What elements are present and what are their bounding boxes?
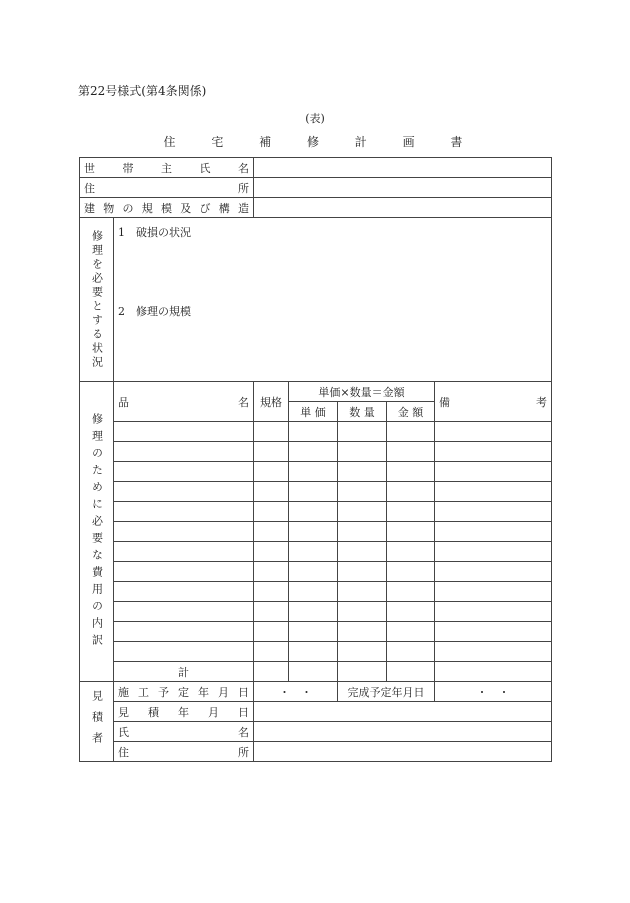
spec-header: 規格 (254, 382, 289, 422)
estimator-label: 見積者 (90, 690, 104, 753)
unit-price-cell[interactable] (289, 582, 338, 602)
quantity-cell[interactable] (338, 522, 387, 542)
estimator-name-row (80, 722, 552, 742)
amount-header: 金 額 (387, 402, 435, 422)
unit-price-cell[interactable] (289, 502, 338, 522)
remarks-cell[interactable] (435, 422, 552, 442)
unit-price-cell[interactable] (289, 602, 338, 622)
condition-row (80, 218, 552, 382)
remarks-cell[interactable] (435, 522, 552, 542)
side-label: (表) (305, 112, 325, 125)
remarks-cell[interactable] (435, 442, 552, 462)
quantity-cell[interactable] (338, 642, 387, 662)
spec-cell[interactable] (254, 542, 289, 562)
quantity-cell[interactable] (338, 562, 387, 582)
completion-date-label: 完成予定年月日 (338, 682, 435, 702)
item-cell[interactable] (114, 582, 254, 602)
address-label: 住 所 (84, 181, 249, 195)
table-row (80, 642, 552, 662)
spec-cell[interactable] (254, 602, 289, 622)
quantity-cell[interactable] (338, 582, 387, 602)
estimator-address-label: 住 所 (118, 745, 249, 759)
amount-cell[interactable] (387, 622, 435, 642)
spec-cell[interactable] (254, 502, 289, 522)
estimator-name-label: 氏 名 (118, 725, 249, 739)
remarks-cell[interactable] (435, 562, 552, 582)
breakdown-label: 修理のために必要な費用の内訳 (90, 412, 104, 651)
table-row (80, 502, 552, 522)
remarks-header: 備 考 (439, 395, 548, 409)
completion-date-field[interactable]: ・ ・ (435, 682, 552, 702)
estimator-address-field[interactable] (254, 742, 552, 762)
quantity-cell[interactable] (338, 542, 387, 562)
item-cell[interactable] (114, 562, 254, 582)
spec-cell[interactable] (254, 482, 289, 502)
remarks-cell[interactable] (435, 462, 552, 482)
condition-label: 修理を必要とする状況 (90, 229, 104, 370)
table-row (80, 522, 552, 542)
unit-price-cell[interactable] (289, 422, 338, 442)
amount-cell[interactable] (387, 422, 435, 442)
remarks-cell[interactable] (435, 582, 552, 602)
quantity-cell[interactable] (338, 442, 387, 462)
construction-date-label: 施 工 予 定 年 月 日 (118, 685, 249, 699)
table-row (80, 482, 552, 502)
table-row (80, 602, 552, 622)
breakdown-header-row (80, 382, 552, 402)
address-row (80, 178, 552, 198)
total-row (80, 662, 552, 682)
estimate-date-label: 見 積 年 月 日 (118, 705, 249, 719)
total-quantity-cell[interactable] (338, 662, 387, 682)
condition-field[interactable] (114, 218, 552, 382)
amount-cell[interactable] (387, 482, 435, 502)
item-cell[interactable] (114, 542, 254, 562)
item-cell[interactable] (114, 522, 254, 542)
building-row (80, 198, 552, 218)
unit-price-cell[interactable] (289, 542, 338, 562)
spec-cell[interactable] (254, 622, 289, 642)
table-row (80, 542, 552, 562)
total-remarks-cell[interactable] (435, 662, 552, 682)
amount-cell[interactable] (387, 542, 435, 562)
item-cell[interactable] (114, 622, 254, 642)
total-spec-cell[interactable] (254, 662, 289, 682)
quantity-cell[interactable] (338, 602, 387, 622)
amount-cell[interactable] (387, 522, 435, 542)
amount-cell[interactable] (387, 562, 435, 582)
spec-cell[interactable] (254, 522, 289, 542)
remarks-cell[interactable] (435, 622, 552, 642)
table-row (80, 562, 552, 582)
quantity-cell[interactable] (338, 622, 387, 642)
remarks-cell[interactable] (435, 602, 552, 622)
spec-cell[interactable] (254, 422, 289, 442)
table-row (80, 462, 552, 482)
total-label: 計 (114, 662, 254, 682)
address-field[interactable] (254, 178, 552, 198)
spec-cell[interactable] (254, 462, 289, 482)
estimator-address-row (80, 742, 552, 762)
amount-cell[interactable] (387, 582, 435, 602)
construction-date-row (80, 682, 552, 702)
quantity-cell[interactable] (338, 502, 387, 522)
remarks-cell[interactable] (435, 642, 552, 662)
table-row (80, 582, 552, 602)
unit-price-cell[interactable] (289, 522, 338, 542)
item-cell[interactable] (114, 482, 254, 502)
repair-scale-label: 2 修理の規模 (118, 305, 191, 318)
householder-label: 世 帯 主 氏 名 (84, 161, 249, 175)
unit-price-cell[interactable] (289, 562, 338, 582)
document-title: 住 宅 補 修 計 画 書 (163, 135, 479, 149)
spec-cell[interactable] (254, 562, 289, 582)
item-cell[interactable] (114, 642, 254, 662)
building-field[interactable] (254, 198, 552, 218)
householder-field[interactable] (254, 158, 552, 178)
quantity-cell[interactable] (338, 482, 387, 502)
remarks-cell[interactable] (435, 542, 552, 562)
table-row (80, 622, 552, 642)
item-cell[interactable] (114, 502, 254, 522)
plan-form-table (79, 157, 552, 762)
unit-price-cell[interactable] (289, 442, 338, 462)
amount-cell[interactable] (387, 502, 435, 522)
total-unit-price-cell[interactable] (289, 662, 338, 682)
quantity-cell[interactable] (338, 462, 387, 482)
item-name-header: 品 名 (118, 395, 249, 409)
formula-header: 単価×数量＝金額 (289, 382, 435, 402)
estimate-date-row (80, 702, 552, 722)
table-row (80, 442, 552, 462)
quantity-header: 数 量 (338, 402, 387, 422)
estimator-name-field[interactable] (254, 722, 552, 742)
estimate-date-field[interactable] (254, 702, 552, 722)
construction-date-field[interactable]: ・ ・ (254, 682, 338, 702)
unit-price-cell[interactable] (289, 642, 338, 662)
remarks-cell[interactable] (435, 502, 552, 522)
spec-cell[interactable] (254, 442, 289, 462)
form-number: 第22号様式(第4条関係) (78, 84, 207, 98)
item-cell[interactable] (114, 442, 254, 462)
table-row (80, 422, 552, 442)
unit-price-cell[interactable] (289, 482, 338, 502)
damage-status-label: 1 破損の状況 (118, 226, 191, 239)
spec-cell[interactable] (254, 642, 289, 662)
spec-cell[interactable] (254, 582, 289, 602)
unit-price-cell[interactable] (289, 622, 338, 642)
item-cell[interactable] (114, 602, 254, 622)
unit-price-cell[interactable] (289, 462, 338, 482)
building-label: 建 物 の 規 模 及 び 構 造 (84, 201, 249, 215)
item-cell[interactable] (114, 422, 254, 442)
householder-row (80, 158, 552, 178)
total-amount-cell[interactable] (387, 662, 435, 682)
amount-cell[interactable] (387, 602, 435, 622)
quantity-cell[interactable] (338, 422, 387, 442)
amount-cell[interactable] (387, 442, 435, 462)
unit-price-header: 単 価 (289, 402, 338, 422)
amount-cell[interactable] (387, 642, 435, 662)
amount-cell[interactable] (387, 462, 435, 482)
remarks-cell[interactable] (435, 482, 552, 502)
item-cell[interactable] (114, 462, 254, 482)
